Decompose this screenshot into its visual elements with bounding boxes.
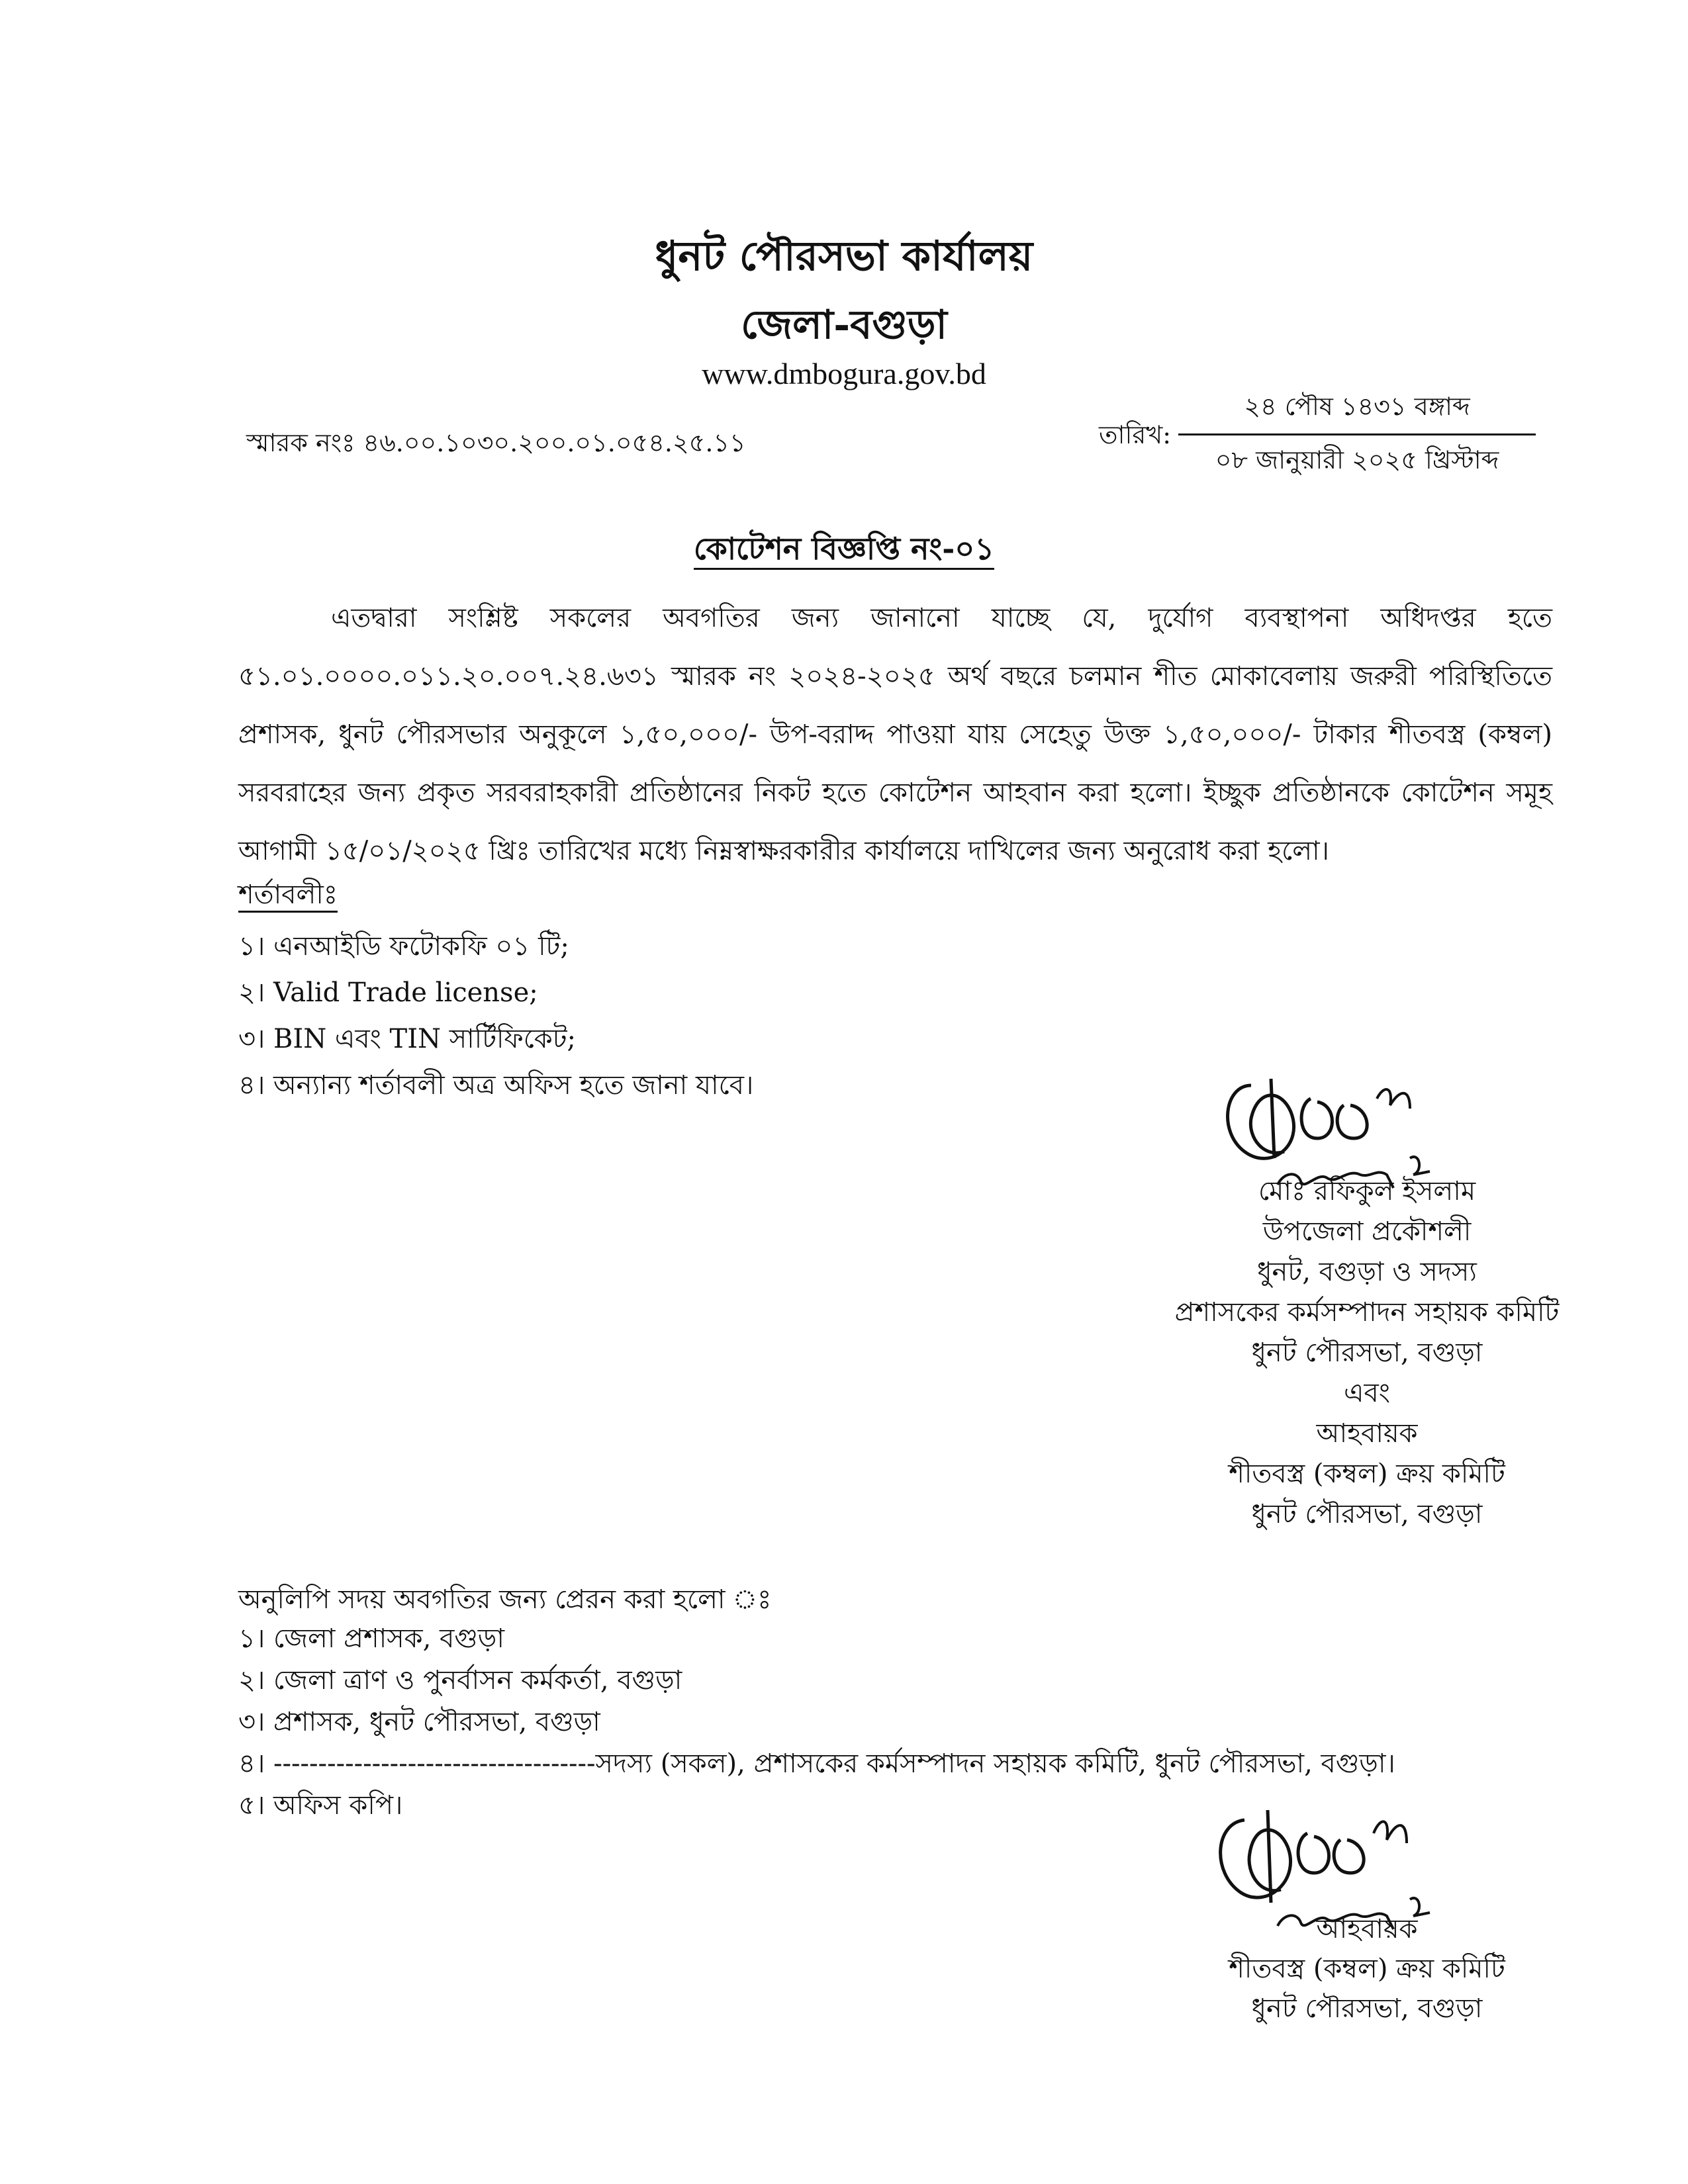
list-item: ১। এনআইডি ফটোকফি ০১ টি; [238,931,569,962]
terms-list [238,923,753,1109]
signatory-block [1033,1171,1688,1535]
list-item: ৪। অন্যান্য শর্তাবলী অত্র অফিস হতে জানা যাবে। [238,1070,754,1101]
signatory2-block [1033,1909,1688,2028]
list-item: ৫। অফিস কপি। [238,1790,403,1821]
office-title: ধুনট পৌরসভা কার্যালয় [655,232,1033,280]
signatory-line: ধুনট পৌরসভা, বগুড়া [1251,1499,1483,1529]
signatory-line: আহবায়ক [1316,1914,1418,1944]
signatory-line: ধুনট পৌরসভা, বগুড়া [1251,1338,1483,1368]
date-block [1178,387,1536,483]
list-item: ২। জেলা ত্রাণ ও পুনর্বাসন কর্মকর্তা, বগুড়া [238,1665,682,1696]
terms-heading: শর্তাবলীঃ [238,879,338,913]
list-item: ১। জেলা প্রশাসক, বগুড়া [238,1623,504,1654]
list-item: ২। Valid Trade license; [238,978,538,1008]
date-label: তারিখ: [1099,420,1172,449]
date-gregorian: ০৮ জানুয়ারী ২০২৫ খ্রিস্টাব্দ [1215,445,1499,475]
signatory-line: প্রশাসকের কর্মসম্পাদন সহায়ক কমিটি [1174,1297,1560,1328]
signatory-line: আহবায়ক [1316,1418,1418,1449]
list-item: ৩। BIN এবং TIN সার্টিফিকেট; [238,1024,577,1054]
date-bangla: ২৪ পৌষ ১৪৩১ বঙ্গাব্দ [1244,392,1470,421]
website-text: www.dmbogura.gov.bd [702,357,986,390]
signatory-line: শীতবস্ত্র (কম্বল) ক্রয় কমিটি [1229,1459,1505,1489]
subject-text: কোটেশন বিজ্ঞপ্তি নং-০১ [694,531,994,570]
signatory-line: মোঃ রফিকুল ইসলাম [1258,1176,1476,1206]
list-item: ৩। প্রশাসক, ধুনট পৌরসভা, বগুড়া [238,1707,600,1737]
subject-heading [0,526,1688,576]
signatory-line: ধুনট, বগুড়া ও সদস্য [1257,1257,1477,1287]
signatory-line: শীতবস্ত্র (কম্বল) ক্রয় কমিটি [1229,1954,1505,1984]
list-item: ৪। ------------------------------------সদস্য (সকল), প্রশাসকের কর্মসম্পাদন সহায়ক কমিটি, ধুনট পৌরসভা, বগুড়া। [238,1749,1395,1779]
signatory-line: উপজেলা প্রকৌশলী [1262,1216,1472,1247]
signatory-line: এবং [1344,1378,1390,1408]
signatory-line: ধুনট পৌরসভা, বগুড়া [1251,1993,1483,2024]
district-title: জেলা-বগুড়া [741,302,947,348]
body-paragraph: এতদ্বারা সংশ্লিষ্ট সকলের অবগতির জন্য জানানো যাচ্ছে যে, দুর্যোগ ব্যবস্থাপনা অধিদপ্তর হতে ৫১.০১.০০০০.০১১.২০.০০৭.২৪.৬৩১ স্মারক নং ২০২৪-২০২৫ অর্থ বছরে চলমান শীত মোকাবেলায় জরুরী পরিস্থিতিতে প্রশাসক, ধুনট পৌরসভার অনুকূলে ১,৫০,০০০/- উপ-বরাদ্দ পাওয়া যায় সেহেতু উক্ত ১,৫০,০০০/- টাকার শীতবস্ত্র (কম্বল) সরবরাহের জন্য প্রকৃত সরবরাহকারী প্রতিষ্ঠানের নিকট হতে কোটেশন আহবান করা হলো। ইচ্ছুক প্রতিষ্ঠানকে কোটেশন সমূহ আগামী ১৫/০১/২০২৫ খ্রিঃ তারিখের মধ্যে নিম্নস্বাক্ষরকারীর কার্যালয়ে দাখিলের জন্য অনুরোধ করা হলো। [238,603,1552,866]
date-divider [1178,433,1536,435]
copies-heading: অনুলিপি সদয় অবগতির জন্য প্রেরন করা হলো ঃ [238,1584,772,1615]
memo-number: স্মারক নংঃ ৪৬.০০.১০৩০.২০০.০১.০৫৪.২৫.১১ [246,428,746,457]
